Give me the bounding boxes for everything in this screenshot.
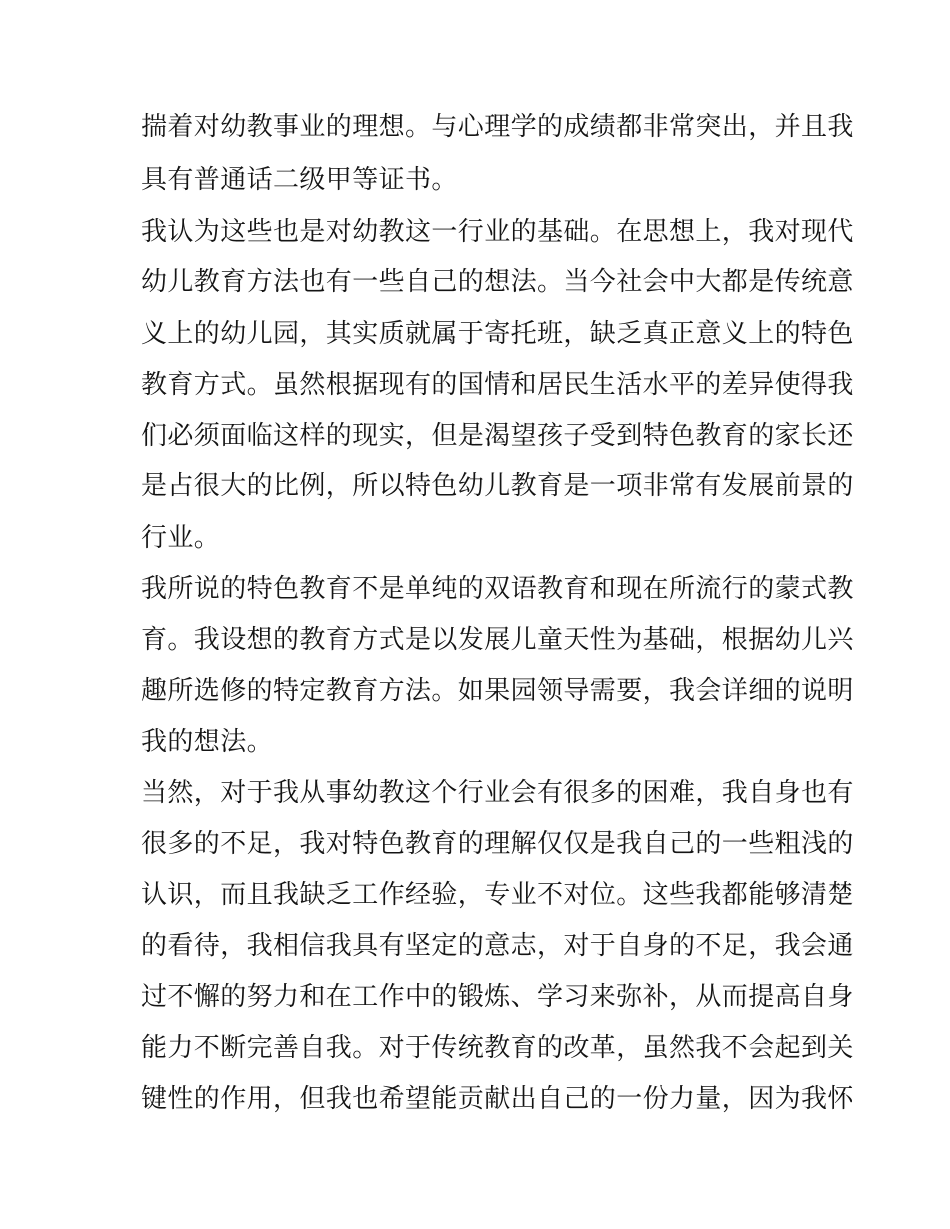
text-line: 揣着对幼教事业的理想。与心理学的成绩都非常突出，并且我 xyxy=(141,112,854,142)
text-line: 教育方式。虽然根据现有的国情和居民生活水平的差异使得我 xyxy=(141,370,854,400)
text-line: 过不懈的努力和在工作中的锻炼、学习来弥补，从而提高自身 xyxy=(141,982,854,1012)
text-line: 是占很大的比例，所以特色幼儿教育是一项非常有发展前景的 xyxy=(141,471,854,501)
text-line: 幼儿教育方法也有一些自己的想法。当今社会中大都是传统意 xyxy=(141,267,854,297)
text-line: 键性的作用，但我也希望能贡献出自己的一份力量，因为我怀 xyxy=(141,1084,854,1114)
text-line: 行业。 xyxy=(141,523,221,553)
text-line: 我的想法。 xyxy=(141,727,274,757)
text-line: 我认为这些也是对幼教这一行业的基础。在思想上，我对现代 xyxy=(141,217,854,247)
text-line: 义上的幼儿园，其实质就属于寄托班，缺乏真正意义上的特色 xyxy=(141,319,854,349)
text-line: 趣所选修的特定教育方法。如果园领导需要，我会详细的说明 xyxy=(141,676,854,706)
text-line: 育。我设想的教育方式是以发展儿童天性为基础，根据幼儿兴 xyxy=(141,625,854,655)
text-line: 很多的不足，我对特色教育的理解仅仅是我自己的一些粗浅的 xyxy=(141,829,854,859)
text-line: 我所说的特色教育不是单纯的双语教育和现在所流行的蒙式教 xyxy=(141,574,854,604)
text-line: 认识，而且我缺乏工作经验，专业不对位。这些我都能够清楚 xyxy=(141,880,854,910)
text-line: 当然，对于我从事幼教这个行业会有很多的困难，我自身也有 xyxy=(141,778,854,808)
text-line: 具有普通话二级甲等证书。 xyxy=(141,165,458,195)
text-line: 们必须面临这样的现实，但是渴望孩子受到特色教育的家长还 xyxy=(141,421,854,451)
text-line: 的看待，我相信我具有坚定的意志，对于自身的不足，我会通 xyxy=(141,931,854,961)
text-line: 能力不断完善自我。对于传统教育的改革，虽然我不会起到关 xyxy=(141,1033,854,1063)
